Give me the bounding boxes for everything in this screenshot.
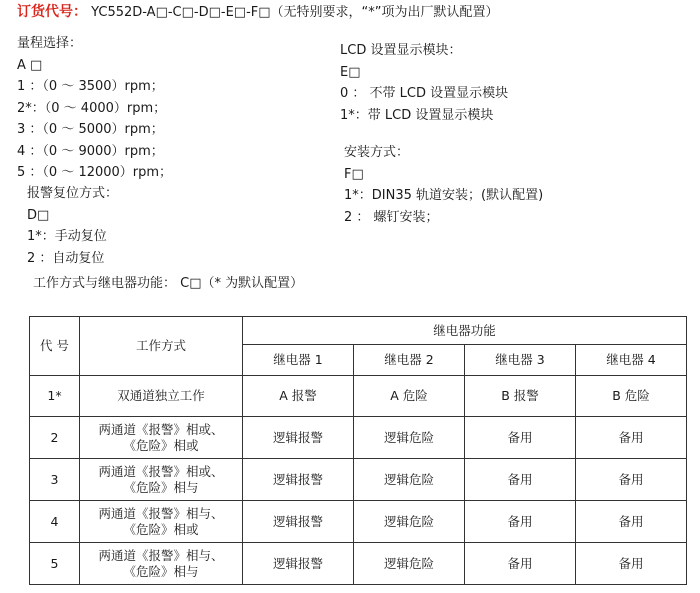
install-option-1: 1*：DIN35 轨道安装；(默认配置) xyxy=(344,188,544,203)
table-row xyxy=(30,376,687,417)
alarm-reset-option-1: 1*：手动复位 xyxy=(27,229,107,244)
lcd-code: E□ xyxy=(340,64,361,80)
range-section xyxy=(17,33,172,184)
range-option-3: 3 ：（0 ～ 5000）rpm； xyxy=(17,122,164,137)
alarm-reset-title: 报警复位方式： xyxy=(27,186,119,201)
work-mode-title: 工作方式与继电器功能： C□（* 为默认配置） xyxy=(33,276,304,291)
install-code: F□ xyxy=(344,166,364,182)
row-mode-line-2: 《危险》相与 xyxy=(123,563,199,579)
row-mode-line-2: 《危险》相或 xyxy=(123,521,199,537)
row-relay-2: 逻辑危险 xyxy=(354,501,465,543)
row-mode-line-2: 《危险》相或 xyxy=(123,437,199,453)
alarm-reset-code: D□ xyxy=(27,207,50,223)
row-code: 2 xyxy=(30,417,80,459)
lcd-option-1: 1*：带 LCD 设置显示模块 xyxy=(340,107,494,123)
range-code: A □ xyxy=(17,57,43,73)
row-relay-3: B 报警 xyxy=(465,376,576,417)
row-mode: 双通道独立工作 xyxy=(80,376,243,417)
header-relay-4: 继电器 4 xyxy=(576,345,687,376)
header-relay-3: 继电器 3 xyxy=(465,345,576,376)
header-relay-group: 继电器功能 xyxy=(243,317,687,345)
order-code-value: YC552D-A□-C□-D□-E□-F□（无特别要求，“*”项为出厂默认配置） xyxy=(91,5,499,20)
row-mode-line-2: 《危险》相与 xyxy=(123,479,199,495)
row-relay-4: 备用 xyxy=(576,417,687,459)
row-relay-2: 逻辑危险 xyxy=(354,417,465,459)
install-title: 安装方式： xyxy=(344,145,410,160)
row-relay-1: 逻辑报警 xyxy=(243,543,354,585)
row-code: 1* xyxy=(30,376,80,417)
table-row xyxy=(30,459,687,501)
row-mode-line-1: 两通道《报警》相或、 xyxy=(98,421,224,437)
row-relay-1: 逻辑报警 xyxy=(243,501,354,543)
range-option-5: 5 ：（0 ～ 12000）rpm； xyxy=(17,165,173,180)
row-code: 3 xyxy=(30,459,80,501)
row-mode xyxy=(80,417,243,459)
row-relay-4: 备用 xyxy=(576,459,687,501)
header-relay-2: 继电器 2 xyxy=(354,345,465,376)
row-code: 4 xyxy=(30,501,80,543)
table-row xyxy=(30,543,687,585)
row-relay-3: 备用 xyxy=(465,543,576,585)
install-option-2: 2 ： 螺钉安装； xyxy=(344,209,439,225)
lcd-option-0: 0 ： 不带 LCD 设置显示模块 xyxy=(340,86,509,101)
row-relay-2: A 危险 xyxy=(354,376,465,417)
row-relay-2: 逻辑危险 xyxy=(354,543,465,585)
row-mode xyxy=(80,459,243,501)
row-mode-line-1: 两通道《报警》相或、 xyxy=(98,463,224,479)
row-code: 5 xyxy=(30,543,80,585)
row-relay-3: 备用 xyxy=(465,501,576,543)
order-code-label: 订货代号： xyxy=(17,4,87,20)
table-row xyxy=(30,501,687,543)
row-relay-4: 备用 xyxy=(576,501,687,543)
row-relay-1: 逻辑报警 xyxy=(243,417,354,459)
table-row xyxy=(30,417,687,459)
row-mode xyxy=(80,543,243,585)
header-mode: 工作方式 xyxy=(80,317,243,376)
row-relay-4: 备用 xyxy=(576,543,687,585)
row-mode-line-1: 两通道《报警》相与、 xyxy=(98,505,224,521)
order-code-title xyxy=(17,3,499,22)
range-option-2: 2*：（0 ～ 4000）rpm； xyxy=(17,100,167,116)
lcd-title: LCD 设置显示模块： xyxy=(340,43,462,58)
row-relay-2: 逻辑危险 xyxy=(354,459,465,501)
header-relay-1: 继电器 1 xyxy=(243,345,354,376)
row-relay-3: 备用 xyxy=(465,417,576,459)
alarm-reset-option-2: 2 ：自动复位 xyxy=(27,250,105,266)
row-relay-4: B 危险 xyxy=(576,376,687,417)
relay-function-table xyxy=(29,316,687,585)
install-section xyxy=(344,142,543,228)
row-mode xyxy=(80,501,243,543)
range-option-4: 4 ：（0 ～ 9000）rpm； xyxy=(17,143,164,159)
range-option-1: 1 ：（0 ～ 3500）rpm； xyxy=(17,79,164,94)
lcd-section xyxy=(340,40,508,126)
range-title: 量程选择： xyxy=(17,36,83,51)
row-relay-1: 逻辑报警 xyxy=(243,459,354,501)
row-relay-1: A 报警 xyxy=(243,376,354,417)
header-code: 代 号 xyxy=(30,317,80,376)
row-mode-line-1: 两通道《报警》相与、 xyxy=(98,547,224,563)
alarm-reset-section xyxy=(27,183,118,269)
row-relay-3: 备用 xyxy=(465,459,576,501)
